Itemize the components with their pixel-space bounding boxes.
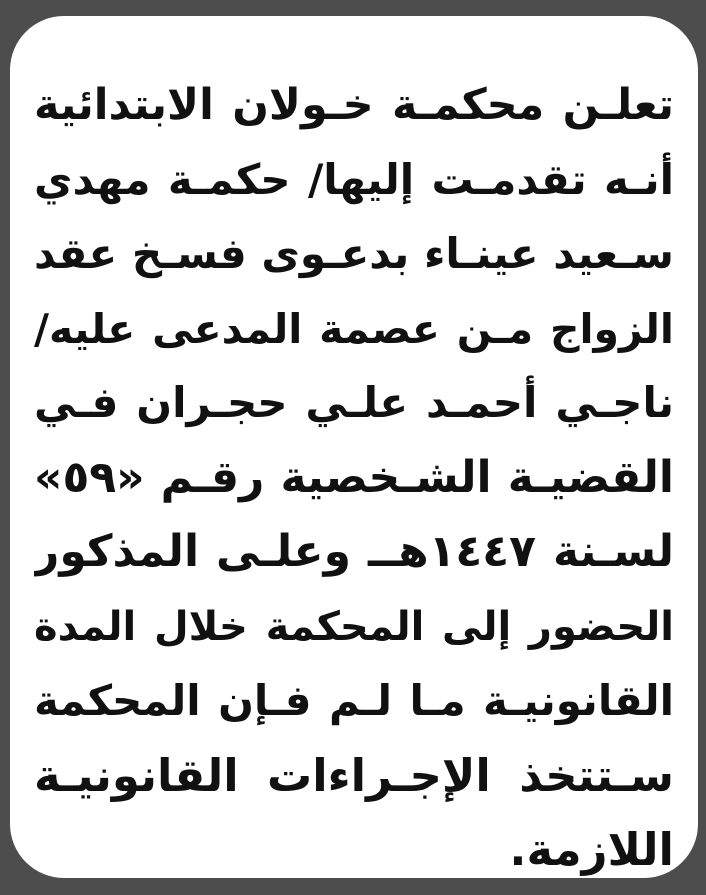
notice-line: الحضور إلى المحكمة خلال المدة xyxy=(34,603,674,650)
notice-line: سـعيد عينـاء بدعـوى فسـخ عقد xyxy=(34,229,674,278)
court-notice-text xyxy=(34,68,674,888)
notice-line-last: اللازمة. xyxy=(509,823,674,876)
notice-line: لسـنة ١٤٤٧هــ وعلـى المذكور xyxy=(34,526,674,577)
notice-line: القانونيـة مـا لـم فـإن المحكمة xyxy=(34,676,674,725)
notice-line: سـتتخذ الإجـراءات القانونيـة xyxy=(34,748,674,802)
notice-line: تعلـن محكمـة خـولان الابتدائية xyxy=(34,80,674,130)
notice-line: القضيـة الشـخصية رقـم «٥٩» xyxy=(34,451,674,503)
notice-card xyxy=(10,16,698,878)
notice-line: الزواج مـن عصمة المدعى عليه/ xyxy=(34,304,674,353)
notice-line: ناجـي أحمـد علـي حجـران فـي xyxy=(34,378,674,427)
notice-line: أنـه تقدمـت إليها/ حكمـة مهدي xyxy=(34,154,674,204)
